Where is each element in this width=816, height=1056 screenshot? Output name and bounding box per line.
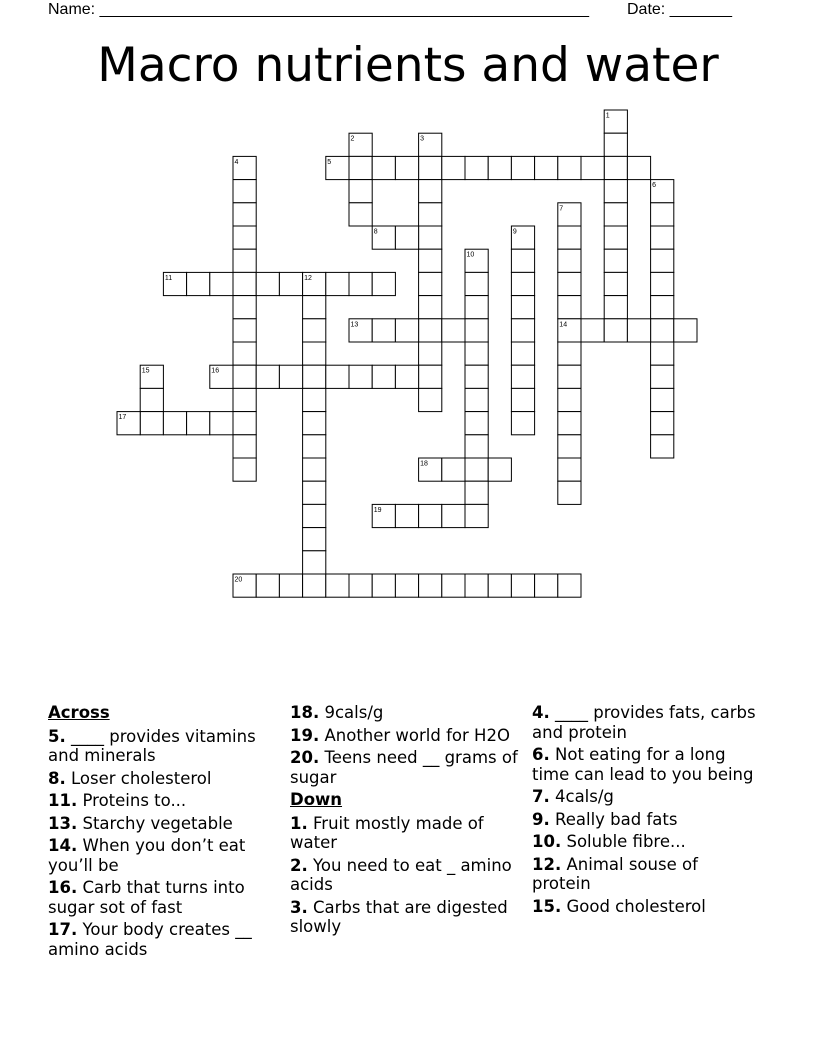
grid-cell[interactable] bbox=[233, 296, 256, 319]
clue-item bbox=[48, 727, 276, 766]
clue-number: 9. bbox=[532, 809, 550, 829]
grid-cell[interactable] bbox=[651, 342, 674, 365]
grid-cell[interactable] bbox=[511, 296, 534, 319]
grid-cell[interactable] bbox=[233, 388, 256, 411]
grid-cell[interactable] bbox=[303, 388, 326, 411]
grid-cell[interactable] bbox=[349, 272, 372, 295]
grid-cell[interactable] bbox=[558, 272, 581, 295]
clue-text: Loser cholesterol bbox=[71, 768, 212, 788]
name-blank-line[interactable]: _______________________________________________________ bbox=[99, 1, 589, 18]
clue-number-label: 16 bbox=[211, 367, 220, 375]
grid-cell[interactable] bbox=[349, 574, 372, 597]
grid-cell[interactable] bbox=[233, 249, 256, 272]
grid-cell[interactable] bbox=[511, 412, 534, 435]
grid-cell[interactable] bbox=[419, 180, 442, 203]
clue-item bbox=[290, 814, 518, 853]
clue-number-label: 2 bbox=[350, 135, 355, 143]
clue-number: 6. bbox=[532, 745, 550, 764]
grid-cell[interactable] bbox=[558, 574, 581, 597]
clue-item bbox=[532, 703, 760, 742]
grid-cell[interactable] bbox=[210, 272, 233, 295]
grid-cell[interactable] bbox=[326, 272, 349, 295]
grid-cell[interactable] bbox=[558, 365, 581, 388]
grid-cell[interactable] bbox=[488, 458, 511, 481]
clue-number: 19. bbox=[290, 725, 320, 745]
clue-item bbox=[532, 810, 760, 830]
grid-cell[interactable] bbox=[419, 504, 442, 527]
grid-cell[interactable] bbox=[395, 574, 418, 597]
grid-cell[interactable] bbox=[604, 249, 627, 272]
clue-number: 7. bbox=[532, 787, 550, 806]
clue-text: ____ provides fats, carbs and protein bbox=[532, 703, 756, 742]
clues-column-3 bbox=[532, 703, 760, 919]
grid-cell[interactable] bbox=[303, 319, 326, 342]
grid-cell[interactable] bbox=[465, 365, 488, 388]
grid-cell[interactable] bbox=[488, 574, 511, 597]
grid-cell[interactable] bbox=[233, 319, 256, 342]
grid-cell[interactable] bbox=[233, 272, 256, 295]
across-heading: Across bbox=[48, 703, 110, 722]
grid-cell[interactable] bbox=[256, 574, 279, 597]
grid-cell[interactable] bbox=[442, 504, 465, 527]
grid-cell[interactable] bbox=[372, 319, 395, 342]
grid-cell[interactable] bbox=[303, 551, 326, 574]
down-heading: Down bbox=[290, 790, 343, 809]
clue-text: Teens need __ grams of sugar bbox=[290, 748, 518, 787]
grid-cell[interactable] bbox=[326, 574, 349, 597]
grid-cell[interactable] bbox=[558, 481, 581, 504]
grid-cell[interactable] bbox=[488, 156, 511, 179]
clue-number-label: 9 bbox=[512, 228, 517, 236]
clue-item bbox=[532, 787, 760, 807]
grid-cell[interactable] bbox=[303, 342, 326, 365]
grid-cell[interactable] bbox=[651, 388, 674, 411]
grid-cell[interactable] bbox=[558, 435, 581, 458]
clue-number: 20. bbox=[290, 748, 320, 767]
grid-cell[interactable] bbox=[419, 342, 442, 365]
grid-cell[interactable] bbox=[465, 481, 488, 504]
grid-cell[interactable] bbox=[233, 365, 256, 388]
clue-number-label: 18 bbox=[420, 460, 428, 468]
clue-number-label: 15 bbox=[141, 367, 150, 375]
grid-cell[interactable] bbox=[140, 388, 163, 411]
clue-number: 12. bbox=[532, 854, 562, 874]
clue-number: 3. bbox=[290, 897, 308, 917]
grid-cell[interactable] bbox=[465, 156, 488, 179]
clue-item bbox=[290, 748, 518, 787]
grid-cell[interactable] bbox=[210, 412, 233, 435]
grid-cell[interactable] bbox=[651, 319, 674, 342]
grid-cell[interactable] bbox=[279, 574, 302, 597]
grid-cell[interactable] bbox=[395, 226, 418, 249]
grid-cell[interactable] bbox=[674, 319, 697, 342]
clue-number: 18. bbox=[290, 703, 320, 722]
grid-cell[interactable] bbox=[604, 180, 627, 203]
grid-cell[interactable] bbox=[303, 528, 326, 551]
clue-text: Carbs that are digested slowly bbox=[290, 897, 508, 936]
date-blank-line[interactable]: _______ bbox=[669, 1, 732, 18]
grid-cell[interactable] bbox=[511, 388, 534, 411]
grid-cell[interactable] bbox=[233, 203, 256, 226]
grid-cell[interactable] bbox=[303, 296, 326, 319]
clue-text: Carb that turns into sugar sot of fast bbox=[48, 878, 245, 917]
clue-item bbox=[290, 898, 518, 937]
clue-number: 5. bbox=[48, 726, 66, 746]
grid-cell[interactable] bbox=[604, 296, 627, 319]
grid-cell[interactable] bbox=[558, 412, 581, 435]
grid-cell[interactable] bbox=[511, 249, 534, 272]
grid-cell[interactable] bbox=[558, 458, 581, 481]
clue-text: Soluble fibre... bbox=[566, 832, 686, 851]
grid-cell[interactable] bbox=[465, 342, 488, 365]
clue-number-label: 12 bbox=[304, 274, 312, 282]
grid-cell[interactable] bbox=[349, 203, 372, 226]
grid-cell[interactable] bbox=[419, 574, 442, 597]
clue-number: 1. bbox=[290, 813, 308, 833]
clue-number-label: 3 bbox=[420, 135, 425, 143]
clue-number: 13. bbox=[48, 813, 78, 833]
grid-cell[interactable] bbox=[419, 226, 442, 249]
clue-text: Not eating for a long time can lead to you being bbox=[532, 745, 754, 784]
name-label: Name: bbox=[48, 1, 96, 18]
grid-cell[interactable] bbox=[349, 156, 372, 179]
grid-cell[interactable] bbox=[465, 458, 488, 481]
grid-cell[interactable] bbox=[511, 574, 534, 597]
clue-number-label: 6 bbox=[652, 182, 657, 190]
grid-cell[interactable] bbox=[651, 296, 674, 319]
clue-item bbox=[532, 855, 760, 894]
clue-number-label: 1 bbox=[605, 112, 610, 120]
clues-column-1 bbox=[48, 703, 276, 962]
grid-cell[interactable] bbox=[465, 435, 488, 458]
grid-cell[interactable] bbox=[511, 272, 534, 295]
clue-text: You need to eat _ amino acids bbox=[290, 855, 512, 894]
clue-number: 14. bbox=[48, 836, 78, 855]
clue-text: Proteins to... bbox=[82, 791, 187, 810]
grid-cell[interactable] bbox=[233, 435, 256, 458]
clue-text: ____ provides vitamins and minerals bbox=[48, 726, 256, 765]
grid-cell[interactable] bbox=[558, 249, 581, 272]
grid-cell[interactable] bbox=[349, 180, 372, 203]
clue-number-label: 8 bbox=[373, 228, 378, 236]
grid-cell[interactable] bbox=[279, 272, 302, 295]
date-label: Date: bbox=[627, 1, 666, 18]
grid-cell[interactable] bbox=[558, 388, 581, 411]
clue-item bbox=[532, 832, 760, 852]
puzzle-title: Macro nutrients and water bbox=[97, 38, 719, 93]
grid-cell[interactable] bbox=[581, 156, 604, 179]
grid-cell[interactable] bbox=[604, 203, 627, 226]
grid-cell[interactable] bbox=[233, 342, 256, 365]
grid-cell[interactable] bbox=[511, 319, 534, 342]
grid-cell[interactable] bbox=[233, 226, 256, 249]
grid-cell[interactable] bbox=[651, 249, 674, 272]
clue-number-label: 20 bbox=[234, 576, 243, 584]
clue-item bbox=[290, 856, 518, 895]
grid-cell[interactable] bbox=[604, 226, 627, 249]
clue-text: Starchy vegetable bbox=[82, 813, 233, 833]
grid-cell[interactable] bbox=[442, 458, 465, 481]
grid-cell[interactable] bbox=[303, 481, 326, 504]
clue-item bbox=[48, 769, 276, 789]
grid-cell[interactable] bbox=[627, 319, 650, 342]
grid-cell[interactable] bbox=[303, 435, 326, 458]
clue-number: 17. bbox=[48, 920, 78, 939]
grid-cell[interactable] bbox=[279, 365, 302, 388]
clue-number-label: 19 bbox=[373, 506, 382, 514]
clue-number-label: 11 bbox=[164, 274, 173, 282]
grid-cell[interactable] bbox=[303, 412, 326, 435]
clue-number-label: 13 bbox=[350, 321, 359, 329]
grid-cell[interactable] bbox=[511, 342, 534, 365]
clue-item bbox=[532, 745, 760, 784]
clue-number: 2. bbox=[290, 855, 308, 875]
grid-cell[interactable] bbox=[419, 272, 442, 295]
grid-cell[interactable] bbox=[256, 365, 279, 388]
grid-cell[interactable] bbox=[604, 156, 627, 179]
grid-cell[interactable] bbox=[372, 574, 395, 597]
grid-cell[interactable] bbox=[419, 249, 442, 272]
grid-cell[interactable] bbox=[511, 156, 534, 179]
grid-cell[interactable] bbox=[395, 156, 418, 179]
clue-text: Really bad fats bbox=[555, 809, 678, 829]
grid-cell[interactable] bbox=[326, 365, 349, 388]
grid-cell[interactable] bbox=[233, 412, 256, 435]
grid-cell[interactable] bbox=[651, 272, 674, 295]
clue-text: When you don’t eat you’ll be bbox=[48, 836, 246, 875]
grid-cell[interactable] bbox=[187, 412, 210, 435]
grid-cell[interactable] bbox=[581, 319, 604, 342]
grid-cell[interactable] bbox=[303, 504, 326, 527]
grid-cell[interactable] bbox=[372, 156, 395, 179]
grid-cell[interactable] bbox=[465, 272, 488, 295]
grid-cell[interactable] bbox=[651, 435, 674, 458]
grid-cell[interactable] bbox=[651, 226, 674, 249]
clue-item bbox=[290, 726, 518, 746]
clue-text: Animal souse of protein bbox=[532, 854, 698, 893]
clue-item bbox=[48, 836, 276, 875]
grid-cell[interactable] bbox=[558, 156, 581, 179]
clue-item bbox=[48, 920, 276, 959]
clue-number: 15. bbox=[532, 896, 562, 916]
grid-cell[interactable] bbox=[349, 365, 372, 388]
grid-cell[interactable] bbox=[627, 156, 650, 179]
clue-number: 8. bbox=[48, 768, 66, 788]
grid-cell[interactable] bbox=[558, 296, 581, 319]
grid-cell[interactable] bbox=[465, 412, 488, 435]
grid-cell[interactable] bbox=[442, 574, 465, 597]
clue-item bbox=[532, 897, 760, 917]
grid-cell[interactable] bbox=[372, 272, 395, 295]
clue-text: Fruit mostly made of water bbox=[290, 813, 484, 852]
clues-column-2 bbox=[290, 703, 518, 940]
clue-text: 4cals/g bbox=[555, 787, 614, 806]
grid-cell[interactable] bbox=[233, 180, 256, 203]
grid-cell[interactable] bbox=[163, 412, 186, 435]
grid-cell[interactable] bbox=[303, 574, 326, 597]
grid-cell[interactable] bbox=[395, 319, 418, 342]
clue-number-label: 10 bbox=[466, 251, 475, 259]
grid-cell[interactable] bbox=[465, 504, 488, 527]
grid-cell[interactable] bbox=[419, 319, 442, 342]
grid-cell[interactable] bbox=[419, 365, 442, 388]
grid-cell[interactable] bbox=[558, 342, 581, 365]
clue-item bbox=[48, 791, 276, 811]
clue-number-label: 14 bbox=[559, 321, 568, 329]
clue-number-label: 4 bbox=[234, 158, 239, 166]
grid-cell[interactable] bbox=[442, 156, 465, 179]
grid-cell[interactable] bbox=[465, 388, 488, 411]
clue-number-label: 5 bbox=[327, 158, 332, 166]
clue-text: Good cholesterol bbox=[566, 896, 706, 916]
grid-cell[interactable] bbox=[465, 296, 488, 319]
clue-number-label: 17 bbox=[118, 414, 127, 422]
clue-number: 4. bbox=[532, 703, 550, 722]
grid-cell[interactable] bbox=[140, 412, 163, 435]
clue-text: Your body creates __ amino acids bbox=[48, 920, 252, 959]
grid-cell[interactable] bbox=[535, 574, 558, 597]
grid-cell[interactable] bbox=[604, 272, 627, 295]
clue-number: 16. bbox=[48, 878, 78, 897]
clue-text: Another world for H2O bbox=[324, 725, 510, 745]
grid-cell[interactable] bbox=[465, 319, 488, 342]
grid-cell[interactable] bbox=[604, 133, 627, 156]
grid-cell[interactable] bbox=[442, 319, 465, 342]
grid-cell[interactable] bbox=[395, 365, 418, 388]
grid-cell[interactable] bbox=[419, 388, 442, 411]
grid-cell[interactable] bbox=[651, 365, 674, 388]
clue-number: 10. bbox=[532, 832, 562, 851]
clue-text: 9cals/g bbox=[324, 703, 384, 722]
grid-cell[interactable] bbox=[419, 156, 442, 179]
grid-cell[interactable] bbox=[511, 365, 534, 388]
clue-number-label: 7 bbox=[559, 205, 564, 213]
grid-cell[interactable] bbox=[419, 203, 442, 226]
grid-cell[interactable] bbox=[233, 458, 256, 481]
grid-cell[interactable] bbox=[558, 226, 581, 249]
grid-cell[interactable] bbox=[604, 319, 627, 342]
grid-cell[interactable] bbox=[465, 574, 488, 597]
grid-cell[interactable] bbox=[419, 296, 442, 319]
grid-cell[interactable] bbox=[187, 272, 210, 295]
grid-cell[interactable] bbox=[256, 272, 279, 295]
grid-cell[interactable] bbox=[303, 365, 326, 388]
grid-cell[interactable] bbox=[303, 458, 326, 481]
grid-cell[interactable] bbox=[372, 365, 395, 388]
clue-item bbox=[48, 878, 276, 917]
grid-cell[interactable] bbox=[535, 156, 558, 179]
clue-item bbox=[290, 703, 518, 723]
grid-cell[interactable] bbox=[395, 504, 418, 527]
grid-cell[interactable] bbox=[651, 203, 674, 226]
clue-number: 11. bbox=[48, 791, 78, 810]
clue-item bbox=[48, 814, 276, 834]
grid-cell[interactable] bbox=[651, 412, 674, 435]
